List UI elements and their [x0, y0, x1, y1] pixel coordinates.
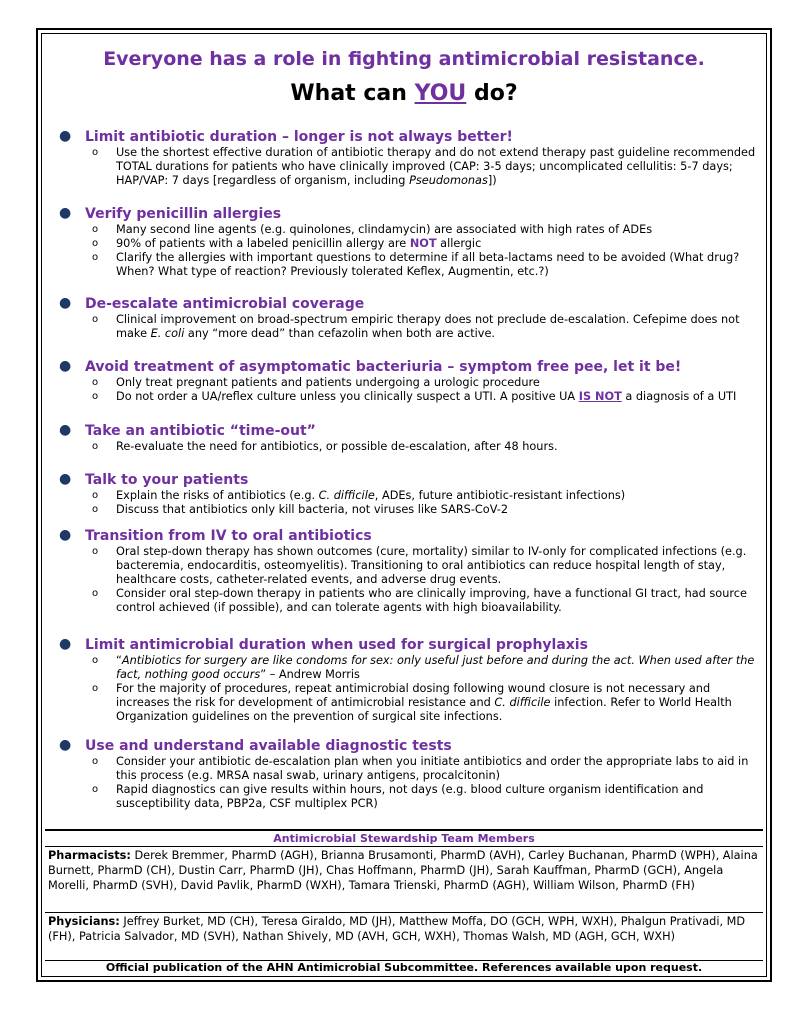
list-item: o Use the shortest effective duration of antibiotic therapy and do not extend therapy past guideline recommended TOTAL durations for patients who have clinically improved (CAP: 3-5 days; uncomplicated cellulitis: 5-7 days; HAP/VAP: 7 days [regardless of organism, including Pseudomonas])	[92, 146, 756, 187]
list-item: o Re-evaluate the need for antibiotics, or possible de-escalation, after 48 hours.	[92, 440, 558, 453]
list-item	[58, 390, 760, 404]
section-talk-to-patients	[58, 472, 760, 517]
section-asymptomatic-bacteriuria	[58, 359, 760, 404]
hollow-bullet-icon: o	[92, 441, 99, 452]
list-item	[58, 313, 760, 341]
list-item: o Only treat pregnant patients and patients undergoing a urologic procedure	[92, 376, 540, 389]
section-title: ● Limit antibiotic duration – longer is not always better!	[59, 128, 513, 145]
section-iv-to-oral	[58, 528, 760, 615]
section-title: ● Avoid treatment of asymptomatic bacteriuria – symptom free pee, let it be!	[59, 358, 682, 375]
rich-text: Explain the risks of antibiotics (e.g. C. difficile, ADEs, future antibiotic-resistant infections)	[116, 489, 626, 502]
hollow-bullet-icon: o	[92, 504, 99, 515]
bullet-icon: ●	[59, 422, 72, 438]
bullet-icon: ●	[59, 471, 72, 487]
physicians-block	[45, 913, 763, 961]
hollow-bullet-icon: o	[92, 756, 99, 767]
hollow-bullet-icon: o	[92, 655, 99, 666]
rich-text: “Antibiotics for surgery are like condoms for sex: only useful just before and during the act. When used after the fact, nothing good occurs” – Andrew Morris	[116, 654, 755, 681]
section-title: ● Take an antibiotic “time-out”	[59, 422, 316, 439]
bullet-icon: ●	[59, 636, 72, 652]
hollow-bullet-icon: o	[92, 224, 99, 235]
hollow-bullet-icon: o	[92, 490, 99, 501]
section-limit-duration	[58, 129, 760, 188]
list-item	[58, 237, 760, 251]
physicians-list: Jeffrey Burket, MD (CH), Teresa Giraldo, MD (JH), Matthew Moffa, DO (GCH, WPH, WXH), Phalgun Prativadi, MD (FH), Patricia Salvador, MD (SVH), Nathan Shively, MD (AVH, GCH, WXH), Thomas Walsh, MD (AGH, GCH, WXH)	[48, 915, 746, 943]
section-surgical-prophylaxis	[58, 637, 760, 724]
rich-text: Do not order a UA/reflex culture unless you clinically suspect a UTI. A positive UA IS NOT a diagnosis of a UTI	[116, 390, 737, 403]
hollow-bullet-icon: o	[92, 252, 99, 263]
rich-text: For the majority of procedures, repeat antimicrobial dosing following wound closure is not necessary and increases the risk for development of antimicrobial resistance and C. difficile infection. Refer to World Health Organization guidelines on the prevention of surgical site infections.	[116, 682, 732, 723]
list-item: o Rapid diagnostics can give results within hours, not days (e.g. blood culture organism identification and susceptibility data, PBP2a, CSF multiplex PCR)	[92, 783, 704, 810]
list-item: o Clarify the allergies with important questions to determine if all beta-lactams need to be avoided (What drug? When? What type of reaction? Previously tolerated Keflex, Augmentin, etc.?)	[92, 251, 740, 278]
section-title: ● De-escalate antimicrobial coverage	[59, 295, 365, 312]
publication-note: Official publication of the AHN Antimicrobial Subcommittee. References available upon request.	[105, 961, 703, 974]
headline: Everyone has a role in fighting antimicrobial resistance.	[103, 48, 705, 70]
flyer-outer-border	[36, 28, 772, 982]
subheadline	[42, 81, 766, 106]
subheadline-suffix: do?	[473, 81, 518, 106]
hollow-bullet-icon: o	[92, 546, 99, 557]
section-title: ● Transition from IV to oral antibiotics	[59, 527, 372, 544]
physicians-label: Physicians:	[48, 915, 120, 928]
bullet-icon: ●	[59, 358, 72, 374]
team-footer	[45, 829, 763, 973]
list-item	[58, 682, 760, 724]
section-diagnostic-tests	[58, 738, 760, 811]
section-penicillin-allergies	[58, 206, 760, 279]
section-time-out	[58, 423, 760, 454]
hollow-bullet-icon: o	[92, 377, 99, 388]
list-item: o Discuss that antibiotics only kill bacteria, not viruses like SARS-CoV-2	[92, 503, 509, 516]
rich-text: Clinical improvement on broad-spectrum empiric therapy does not preclude de-escalation. Cefepime does not make E. coli any “more dead” than cefazolin when both are active.	[116, 313, 740, 340]
section-title: ● Verify penicillin allergies	[59, 205, 282, 222]
hollow-bullet-icon: o	[92, 784, 99, 795]
bullet-icon: ●	[59, 205, 72, 221]
flyer-inner-border	[41, 33, 767, 977]
hollow-bullet-icon: o	[92, 314, 99, 325]
list-item	[58, 489, 760, 503]
hollow-bullet-icon: o	[92, 683, 99, 694]
bullet-icon: ●	[59, 737, 72, 753]
hollow-bullet-icon: o	[92, 147, 99, 158]
list-item: o Consider oral step-down therapy in patients who are clinically improving, have a functional GI tract, had source control achieved (if possible), and can tolerate agents with high bioavailability.	[92, 587, 747, 614]
list-item: o Oral step-down therapy has shown outcomes (cure, mortality) similar to IV-only for complicated infections (e.g. bacteremia, endocarditis, osteomyelitis). Transitioning to oral antibiotics can reduce hospital length of stay, healthcare costs, catheter-related events, and adverse drug events.	[92, 545, 747, 586]
pharmacists-block	[45, 847, 763, 913]
list-item	[58, 654, 760, 682]
list-item: o Many second line agents (e.g. quinolones, clindamycin) are associated with high rates of ADEs	[92, 223, 653, 236]
section-de-escalate	[58, 296, 760, 341]
bullet-icon: ●	[59, 128, 72, 144]
pharmacists-label: Pharmacists:	[48, 849, 131, 862]
section-title: ● Use and understand available diagnostic tests	[59, 737, 452, 754]
section-title: ● Talk to your patients	[59, 471, 249, 488]
bullet-icon: ●	[59, 295, 72, 311]
section-title: ● Limit antimicrobial duration when used for surgical prophylaxis	[59, 636, 588, 653]
hollow-bullet-icon: o	[92, 588, 99, 599]
list-item: o Consider your antibiotic de-escalation plan when you initiate antibiotics and order the appropriate labs to aid in this process (e.g. MRSA nasal swab, urinary antigens, procalcitonin)	[92, 755, 749, 782]
pharmacists-list: Derek Bremmer, PharmD (AGH), Brianna Brusamonti, PharmD (AVH), Carley Buchanan, PharmD (WPH), Alaina Burnett, PharmD (CH), Dustin Carr, PharmD (JH), Chas Hoffmann, PharmD (JH), Sarah Kauffman, PharmD (GCH), Angela Morelli, PharmD (SVH), David Pavlik, PharmD (WXH), Tamara Trienski, PharmD (AGH), William Wilson, PharmD (FH)	[48, 849, 758, 892]
hollow-bullet-icon: o	[92, 391, 99, 402]
subheadline-prefix: What can	[290, 81, 407, 106]
hollow-bullet-icon: o	[92, 238, 99, 249]
rich-text: 90% of patients with a labeled penicillin allergy are NOT allergic	[116, 237, 482, 250]
bullet-icon: ●	[59, 527, 72, 543]
team-title: Antimicrobial Stewardship Team Members	[45, 831, 763, 847]
subheadline-emphasis: YOU	[414, 81, 467, 106]
